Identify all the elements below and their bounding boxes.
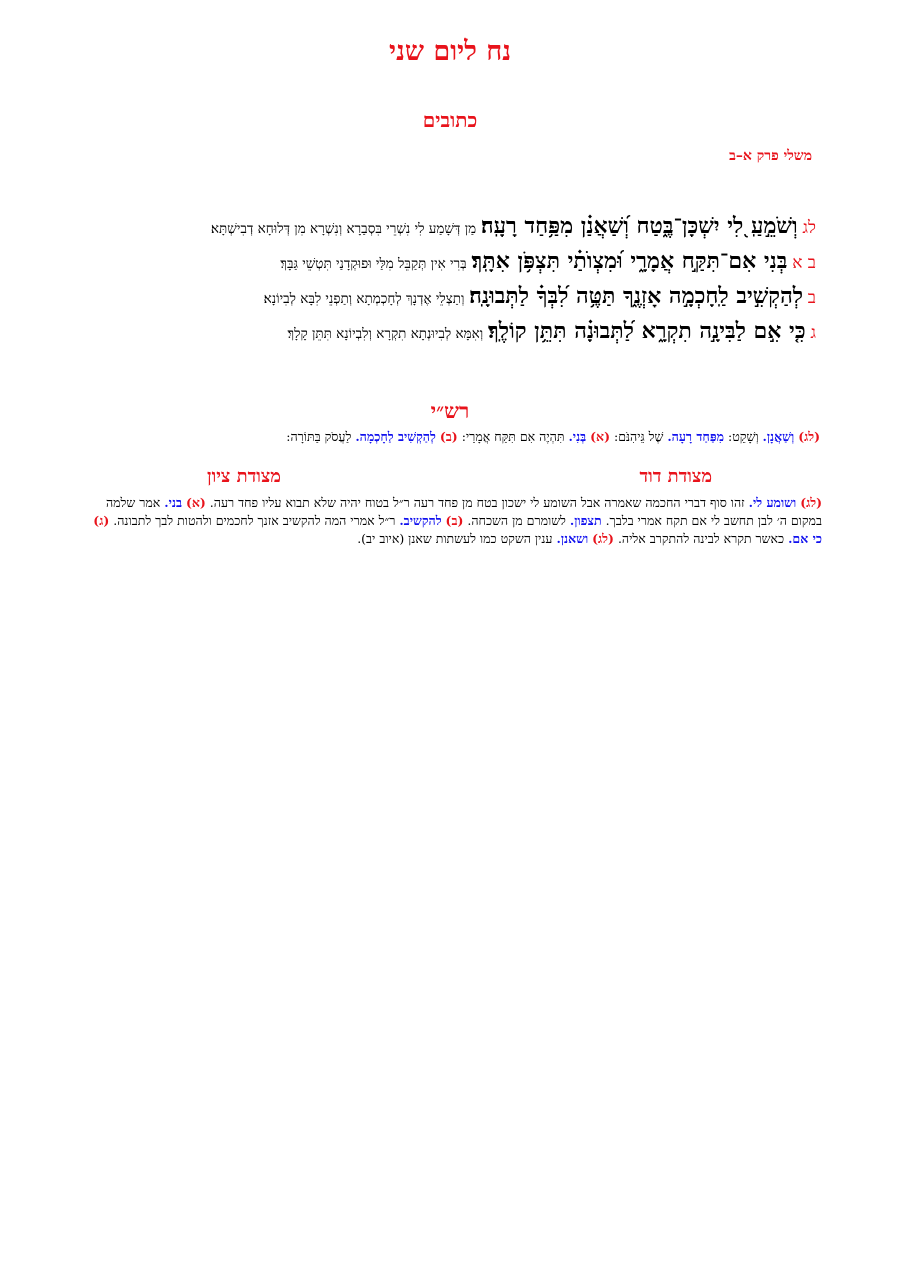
- commentary-fragment: (א): [185, 495, 206, 510]
- verse-targum: מַן דְּשָׁמַע לִי נִשְׁרֵי בִּסְבַרָא וְנִשְׁרָא מִן דְּלוּחָא דְבִישְׁתָּא׃: [210, 221, 477, 237]
- metzudat-david-heading: מצודת דוד: [639, 466, 712, 487]
- verse: [86, 210, 816, 245]
- verse: [86, 315, 816, 350]
- verse-number: לג: [802, 218, 816, 238]
- metzudat-tzion-heading: מצודת ציון: [207, 466, 281, 487]
- commentary-fragment: ושאנן.: [556, 531, 589, 546]
- verse-hebrew: בְּנִי אִם־תִּקַּ֣ח אֲמָרָ֑י וּ֝מִצְוֺתַ֗י תִּצְפֹּ֥ן אִתָּֽךְ׃: [471, 248, 788, 274]
- section-title: כתובים: [422, 108, 478, 132]
- commentary-fragment: לַעֲסֹק בַּתּוֹרָה:: [286, 429, 352, 444]
- commentary-fragment: (לג): [800, 495, 822, 510]
- commentary-fragment: ר״ל אמרי המה להקשיב אזנך לחכמים ולהטות לבך לתבונה.: [113, 513, 396, 528]
- verses-block: [86, 210, 816, 350]
- commentary-fragment: (ג): [93, 513, 110, 528]
- commentary-fragment: שֶׁל גֵּיהִנֹּם:: [613, 429, 664, 444]
- rashi-heading: רש״י: [430, 398, 470, 423]
- commentary-fragment: (ב): [445, 513, 464, 528]
- verse-targum: וְתַצְלֵי אֶדְנָךְ לְחָכְמְתָא וְתַפְנֵי לִבָּא לְבִיוֹנָא׃: [263, 291, 465, 307]
- commentary-fragment: להקשיב.: [399, 513, 442, 528]
- verse-hebrew: לְהַקְשִׁ֣יב לַֽחָכְמָ֣ה אָזְנֶ֑ךָ תַּטֶּ֥ה לִ֝בְּךָ֗ לַתְּבוּנָֽה׃: [469, 283, 804, 309]
- commentary-fragment: ענין השקט כמו לעשתות שאנן (איוב יב).: [357, 531, 553, 546]
- verse-targum: וְאִמָּא לְבִיוּנְתָא תִקְרָא וְלִבְיוֹנָא תִּתֵּן קָלָךְ׃: [287, 326, 484, 342]
- commentary-fragment: בְּנִי.: [568, 429, 587, 444]
- commentary-fragment: זהו סוף דברי החכמה שאמרה אבל השומע לי ישכון בטח מן פחד רעה ר״ל בטוח יהיה שלא תבוא עליו פחד רעה.: [209, 495, 745, 510]
- commentary-fragment: בני.: [164, 495, 182, 510]
- commentary-fragment: וְשָׁקֵט:: [728, 429, 759, 444]
- verse-number: ב: [807, 288, 816, 308]
- rashi-commentary: [100, 428, 820, 446]
- verse: [86, 280, 816, 315]
- commentary-fragment: מִפַּחַד רָעָה.: [667, 429, 725, 444]
- commentary-fragment: כי אם.: [788, 531, 822, 546]
- verse-hebrew: כִּ֤י אִ֣ם לַבִּינָ֣ה תִקְרָ֑א לַ֝תְּבוּנָ֗ה תִּתֵּ֥ן קוֹלֶֽךָ׃: [487, 318, 806, 344]
- verse: [86, 245, 816, 280]
- commentary-fragment: (א): [590, 429, 610, 444]
- commentaries-block: [80, 494, 822, 548]
- commentary-fragment: תִּהְיֶה אִם תִּקַּח אֲמָרַי:: [461, 429, 565, 444]
- commentary-fragment: כאשר תקרא לבינה להתקרב אליה.: [617, 531, 785, 546]
- verse-targum: בְּרִי אִין תְּקַבֵּל מִלַּי וּפוּקְדָנַי תִּטְשֵׁי גַּבָּךְ׃: [280, 256, 467, 272]
- verse-number: ב א: [792, 253, 816, 273]
- source-reference: משלי פרק א–ב: [729, 148, 812, 164]
- verse-hebrew: וְשֹׁמֵ֣עַֽ לִ֭י יִשְׁכָּן־בֶּ֑טַח וְ֝שַׁאֲנַ֗ן מִפַּ֥חַד רָעָֽה׃: [480, 213, 798, 239]
- commentary-fragment: תצפון.: [569, 513, 602, 528]
- commentary-fragment: ושומע לי.: [748, 495, 797, 510]
- metzudat-tzion-commentary: [357, 531, 614, 546]
- commentary-fragment: (לג): [798, 429, 820, 444]
- verse-number: ג: [810, 323, 816, 343]
- commentary-fragment: לְהַקְשִׁיב לַחָכְמָה.: [355, 429, 436, 444]
- commentary-fragment: לשומרם מן השכחה.: [467, 513, 566, 528]
- page-title: נח ליום שני: [388, 36, 511, 67]
- commentary-fragment: (ב): [439, 429, 458, 444]
- commentary-fragment: וְשַׁאֲנָן.: [762, 429, 795, 444]
- commentary-fragment: (לג): [592, 531, 614, 546]
- commentary-fragment: אמר שלמה במקום ה׳ לבן תחשב לי אם תקח אמרי בלבך.: [105, 495, 822, 528]
